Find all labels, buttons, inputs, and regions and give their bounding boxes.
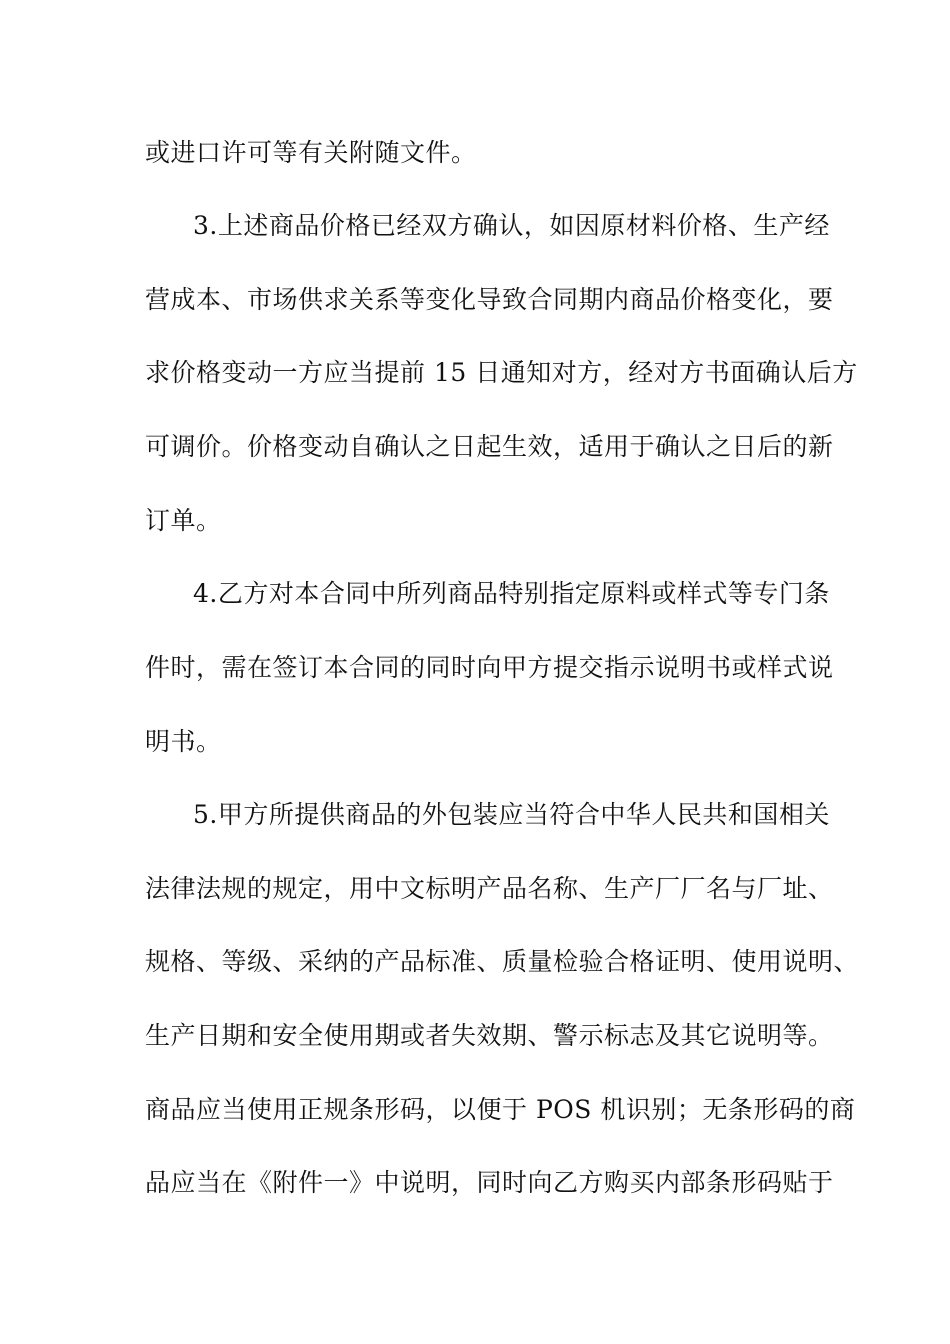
- text-line: 或进口许可等有关附随文件。: [145, 138, 477, 167]
- text-line: 品应当在《附件一》中说明，同时向乙方购买内部条形码贴于: [145, 1168, 834, 1197]
- text-line: 件时，需在签订本合同的同时向甲方提交指示说明书或样式说: [145, 653, 834, 682]
- paragraph-4-start: 4.乙方对本合同中所列商品特别指定原料或样式等专门条: [193, 579, 830, 608]
- paragraph-5-start: 5.甲方所提供商品的外包装应当符合中华人民共和国相关: [193, 800, 830, 829]
- text-line: 可调价。价格变动自确认之日起生效，适用于确认之日后的新: [145, 432, 834, 461]
- text-line: 商品应当使用正规条形码，以便于 POS 机识别；无条形码的商: [145, 1095, 856, 1124]
- text-line: 营成本、市场供求关系等变化导致合同期内商品价格变化，要: [145, 285, 834, 314]
- text-line: 明书。: [145, 727, 222, 756]
- paragraph-3-start: 3.上述商品价格已经双方确认，如因原材料价格、生产经: [193, 211, 830, 240]
- text-line: 规格、等级、采纳的产品标准、质量检验合格证明、使用说明、: [145, 947, 860, 976]
- text-line: 求价格变动一方应当提前 15 日通知对方，经对方书面确认后方: [145, 358, 858, 387]
- text-line: 生产日期和安全使用期或者失效期、警示标志及其它说明等。: [145, 1021, 834, 1050]
- text-line: 法律法规的规定，用中文标明产品名称、生产厂厂名与厂址、: [145, 874, 834, 903]
- text-line: 订单。: [145, 506, 222, 535]
